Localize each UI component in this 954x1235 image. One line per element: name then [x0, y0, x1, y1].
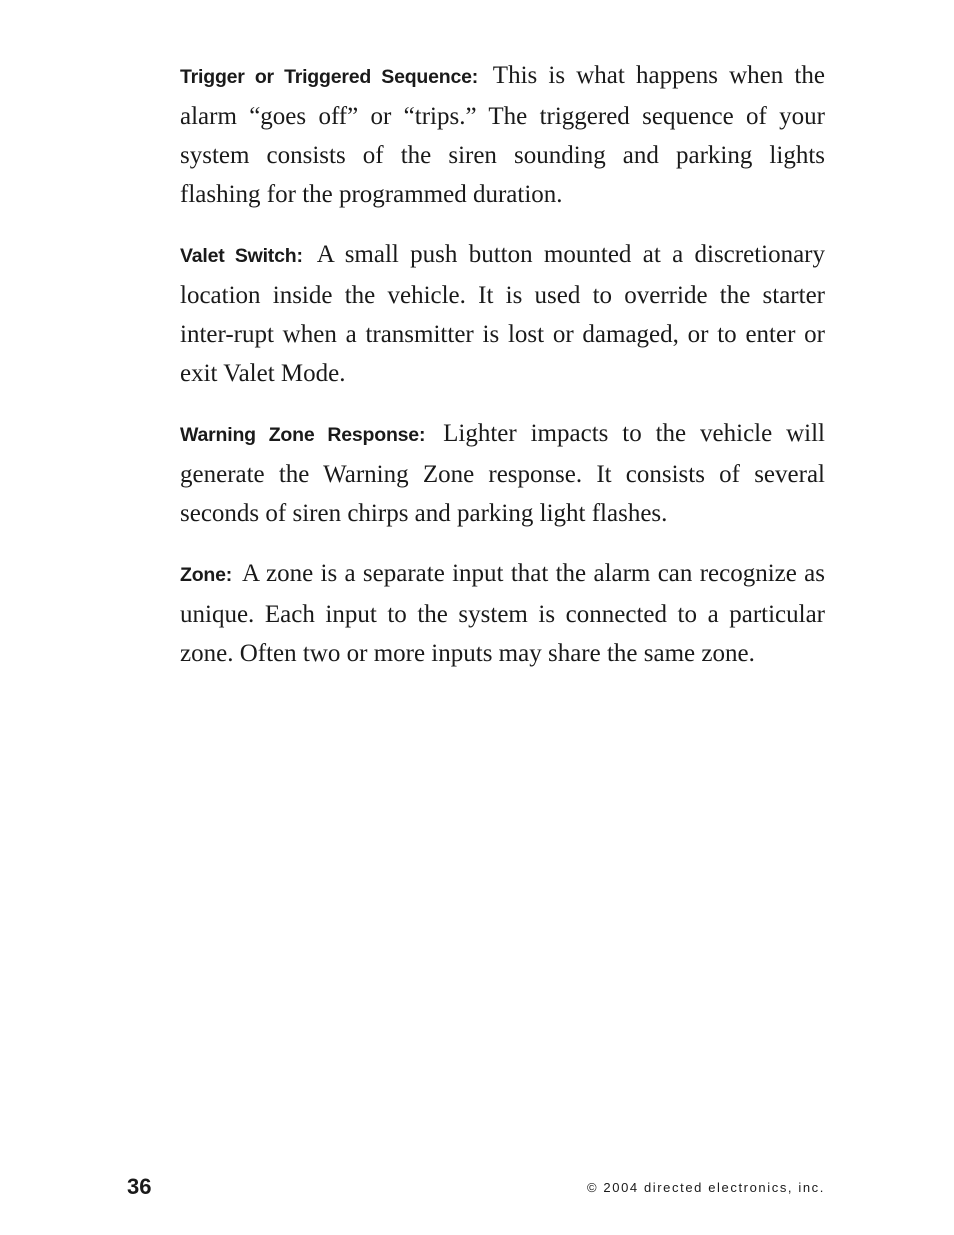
glossary-term: Warning Zone Response:	[180, 424, 426, 446]
copyright-notice: © 2004 directed electronics, inc.	[587, 1180, 825, 1195]
page-number: 36	[127, 1174, 152, 1199]
glossary-definition: This is what happens when the alarm “goes off” or “trips.” The triggered sequence of your system consists of the siren sounding and parking lights flashing for the programmed duration.	[180, 62, 825, 208]
glossary-entry-zone	[180, 554, 825, 673]
glossary-entry-warning-zone	[180, 414, 825, 533]
glossary-term: Trigger or Triggered Sequence:	[180, 66, 479, 88]
glossary-definition: Lighter impacts to the vehicle will generate the Warning Zone response. It consists of several seconds of siren chirps and parking light flashes.	[180, 420, 825, 527]
glossary-entry-valet-switch	[180, 235, 825, 393]
glossary-entry-trigger	[180, 56, 825, 214]
glossary-content	[180, 56, 825, 694]
glossary-definition: A small push button mounted at a discretionary location inside the vehicle. It is used to override the starter inter-rupt when a transmitter is lost or damaged, or to enter or exit Valet Mode.	[180, 241, 826, 387]
glossary-term: Valet Switch:	[180, 245, 303, 267]
glossary-definition: A zone is a separate input that the alarm can recognize as unique. Each input to the system is connected to a particular zone. Often two or more inputs may share the same zone.	[180, 560, 825, 667]
page-footer	[127, 1174, 825, 1204]
glossary-term: Zone:	[180, 564, 233, 586]
